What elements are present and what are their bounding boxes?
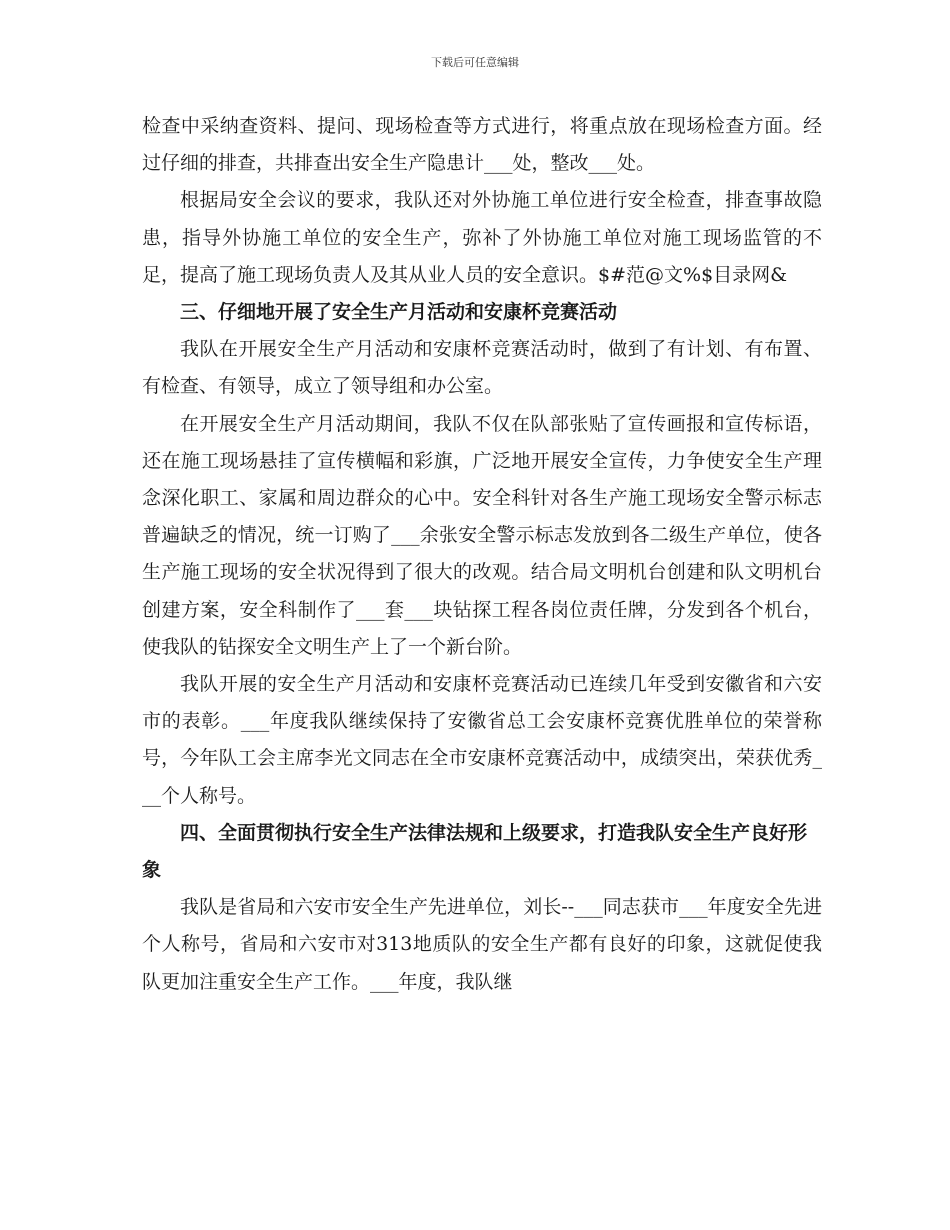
paragraph-5: 我队开展的安全生产月活动和安康杯竞赛活动已连续几年受到安徽省和六安市的表彰。___年度我队继续保持了安徽省总工会安康杯竞赛优胜单位的荣誉称号，今年队工会主席李光文同志在全市安康杯竞赛活动中，成绩突出，荣获优秀___个人称号。 (142, 673, 822, 807)
section-heading-3: 三、仔细地开展了安全生产月活动和安康杯竞赛活动 (180, 301, 618, 324)
paragraph-2: 根据局安全会议的要求，我队还对外协施工单位进行安全检查，排查事故隐患，指导外协施工单位的安全生产，弥补了外协施工单位对施工现场监管的不足，提高了施工现场负责人及其从业人员的安全意识。$#范@文%$目录网& (142, 189, 822, 286)
document-body (142, 108, 822, 1001)
section-heading-4: 四、全面贯彻执行安全生产法律法规和上级要求，打造我队安全生产良好形象 (142, 821, 808, 882)
paragraph-6: 我队是省局和六安市安全生产先进单位，刘长--___同志获市___年度安全先进个人称号，省局和六安市对313地质队的安全生产都有良好的印象，这就促使我队更加注重安全生产工作。___年度，我队继 (142, 896, 822, 993)
page-header: 下载后可任意编辑 (431, 56, 519, 69)
paragraph-4: 在开展安全生产月活动期间，我队不仅在队部张贴了宣传画报和宣传标语，还在施工现场悬挂了宣传横幅和彩旗，广泛地开展安全宣传，力争使安全生产理念深化职工、家属和周边群众的心中。安全科针对各生产施工现场安全警示标志普遍缺乏的情况，统一订购了___余张安全警示标志发放到各二级生产单位，使各生产施工现场的安全状况得到了很大的改观。结合局文明机台创建和队文明机台创建方案，安全科制作了___套___块钻探工程各岗位责任牌，分发到各个机台，使我队的钻探安全文明生产上了一个新台阶。 (142, 412, 822, 658)
paragraph-1: 检查中采纳查资料、提问、现场检查等方式进行，将重点放在现场检查方面。经过仔细的排查，共排查出安全生产隐患计___处，整改___处。 (142, 115, 822, 175)
paragraph-3: 我队在开展安全生产月活动和安康杯竞赛活动时，做到了有计划、有布置、有检查、有领导，成立了领导组和办公室。 (142, 338, 822, 398)
